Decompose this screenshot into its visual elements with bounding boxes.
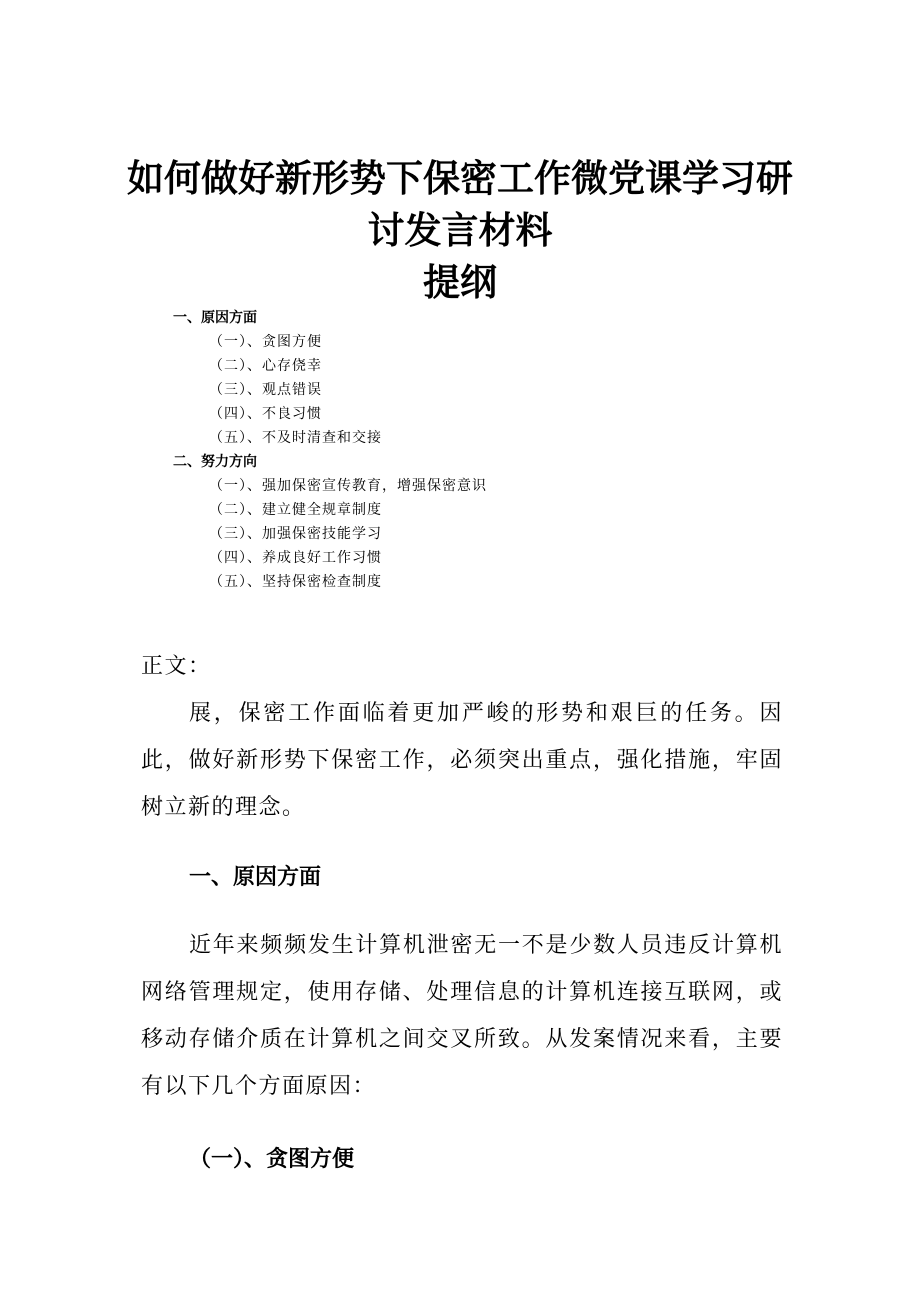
outline-item: （二）、建立健全规章制度 <box>209 502 382 518</box>
intro-paragraph: 展，保密工作面临着更加严峻的形势和艰巨的任务。因此，做好新形势下保密工作，必须突出重点，强化措施，牢固树立新的理念。 <box>141 701 783 820</box>
outline-item: （一）、贪图方便 <box>209 334 322 350</box>
outline-section-2-label: 二、努力方向 <box>173 454 257 470</box>
outline-item: （二）、心存侥幸 <box>209 358 322 374</box>
subsection-1-heading: （一）、贪图方便 <box>189 1147 355 1172</box>
outline-item: （三）、加强保密技能学习 <box>209 526 382 542</box>
document-title-line-3: 提纲 <box>423 260 497 304</box>
outline-item: （三）、观点错误 <box>209 382 322 398</box>
body-label: 正文： <box>141 654 212 679</box>
outline-item: （一）、强加保密宣传教育，增强保密意识 <box>209 478 487 494</box>
outline-item: （四）、养成良好工作习惯 <box>209 550 382 566</box>
outline-section-1-label: 一、原因方面 <box>173 310 257 326</box>
outline-item: （五）、不及时清查和交接 <box>209 430 382 446</box>
outline-item: （五）、坚持保密检查制度 <box>209 574 382 590</box>
document-title-line-1: 如何做好新形势下保密工作微党课学习研 <box>127 156 793 200</box>
section-1-paragraph: 近年来频频发生计算机泄密无一不是少数人员违反计算机网络管理规定，使用存储、处理信息的计算机连接互联网，或移动存储介质在计算机之间交叉所致。从发案情况来看，主要有以下几个方面原因： <box>141 933 783 1099</box>
section-1-heading: 一、原因方面 <box>189 865 322 890</box>
document-title-line-2: 讨发言材料 <box>367 208 553 252</box>
outline-item: （四）、不良习惯 <box>209 406 322 422</box>
